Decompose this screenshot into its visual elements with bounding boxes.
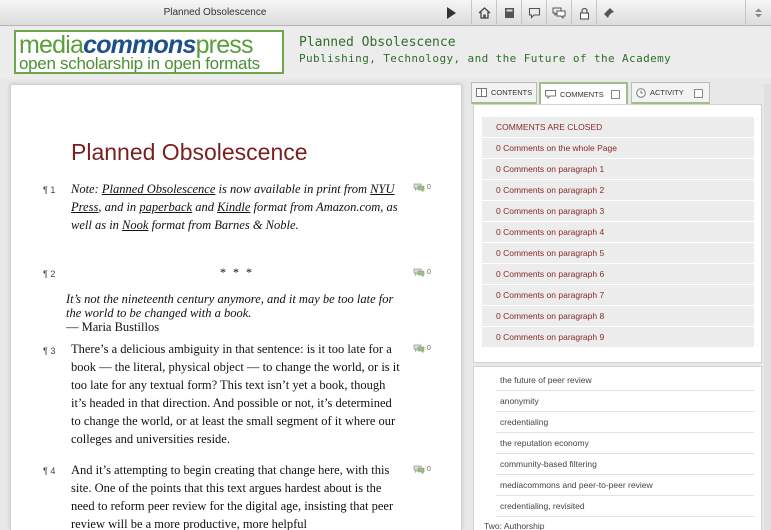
comments-closed-notice: COMMENTS ARE CLOSED [482,117,754,138]
list-item[interactable]: credentialing [496,412,754,433]
tab-toggle-box[interactable] [611,90,620,99]
logo-tagline: open scholarship in open formats [19,54,260,73]
link-paperback[interactable]: paperback [139,200,193,214]
list-item[interactable]: 0 Comments on paragraph 8 [482,306,754,327]
mediacommons-logo[interactable] [14,30,284,74]
list-item[interactable]: 0 Comments on paragraph 1 [482,159,754,180]
quote-text: It’s not the nineteenth century anymore, and it may be too late for the world to be changed with a book. [66,292,394,320]
comments-panel [473,104,762,363]
list-item[interactable]: 0 Comments on paragraph 9 [482,327,754,348]
play-icon[interactable] [440,0,462,26]
paragraph-4-text: And it’s attempting to begin creating that change here, with this site. One of the points that this text argues hardest about is the need to reform peer review for the digital age, insisting that peer review will be a more productive, more helpful [71,463,394,530]
comment-count: 0 [427,269,431,276]
logo-media: media [19,31,84,59]
comment-bubble-icon [413,183,425,192]
paragraph-comment-count[interactable] [413,344,431,353]
list-item[interactable]: the reputation economy [496,433,754,454]
paragraph-comment-count[interactable] [413,183,431,192]
top-toolbar [0,0,771,26]
site-title[interactable]: Planned Obsolescence [299,35,456,50]
paragraph-comment-count[interactable] [413,465,431,474]
tab-comments[interactable] [539,82,628,105]
paragraph-1-text [71,180,401,234]
logo-press: press [195,31,253,59]
tab-label: COMMENTS [560,90,604,99]
list-item[interactable]: the future of peer review [496,370,754,391]
paragraph-number[interactable]: ¶ 1 [43,185,56,195]
comments-icon[interactable] [546,0,571,26]
chevron-updown-icon[interactable] [745,0,771,26]
contents-panel [473,366,762,530]
comment-bubble-icon [413,465,425,474]
list-item[interactable]: 0 Comments on paragraph 4 [482,222,754,243]
tab-label: ACTIVITY [650,88,684,97]
site-subtitle: Publishing, Technology, and the Future of the Academy [299,52,672,65]
book-icon [476,88,487,97]
epigraph-quote [66,292,406,334]
text-span: , and in [98,200,140,214]
list-item[interactable]: anonymity [496,391,754,412]
comment-count: 0 [427,345,431,352]
contents-list [496,370,754,517]
paragraph-number[interactable]: ¶ 2 [43,269,56,279]
list-item[interactable]: 0 Comments on the whole Page [482,138,754,159]
tab-label: CONTENTS [491,88,533,97]
tab-contents[interactable] [471,82,537,104]
comment-count: 0 [427,466,431,473]
comments-list [482,117,754,348]
link-nook[interactable]: Nook [122,218,149,232]
logo-commons: commons [83,31,196,59]
text-span: format from Barnes & Noble. [148,218,299,232]
tab-toggle-box[interactable] [694,89,703,98]
pin-icon[interactable] [596,0,621,26]
paragraph-number[interactable]: ¶ 3 [43,346,56,356]
section-break: * * * [220,265,254,279]
clock-icon [636,88,646,98]
home-icon[interactable] [471,0,496,26]
comment-icon [545,90,556,99]
link-planned-obsolescence[interactable]: Planned Obsolescence [101,182,216,196]
toolbar-title: Planned Obsolescence [163,7,267,18]
page-title: Planned Obsolescence [71,139,308,165]
text-span: format from Amazon.com, as well as in [71,200,398,232]
site-header [0,27,771,79]
text-span: and [192,200,218,214]
list-item[interactable]: community-based filtering [496,454,754,475]
comment-icon[interactable] [521,0,546,26]
link-nyu-press[interactable]: NYU Press [71,182,395,214]
book-icon[interactable] [496,0,521,26]
tab-activity[interactable] [631,82,710,104]
lock-icon[interactable] [571,0,596,26]
quote-author: — Maria Bustillos [66,320,160,334]
list-item[interactable]: 0 Comments on paragraph 3 [482,201,754,222]
list-item[interactable]: 0 Comments on paragraph 6 [482,264,754,285]
comment-count: 0 [427,184,431,191]
list-item[interactable]: mediacommons and peer-to-peer review [496,475,754,496]
list-item[interactable]: 0 Comments on paragraph 2 [482,180,754,201]
list-item[interactable]: 0 Comments on paragraph 5 [482,243,754,264]
text-span: is now available in print from [215,182,371,196]
comment-bubble-icon [413,344,425,353]
paragraph-number[interactable]: ¶ 4 [43,466,56,476]
main-text-panel [10,84,462,530]
list-item[interactable]: Two: Authorship [484,521,545,530]
note-label: Note: [71,182,102,196]
paragraph-3-text: There’s a delicious ambiguity in that sentence: is it too late for a book — the literal, physical object — to change the world, or is it too late for any textual form? This text isn’t yet a book, though it’s headed in that direction. And possible or not, it’s determined to change the world, or at least the small segment of it where our colleges and universities reside. [71,342,400,446]
link-kindle[interactable]: Kindle [217,200,251,214]
window-scrollbar[interactable] [764,84,771,530]
list-item[interactable]: 0 Comments on paragraph 7 [482,285,754,306]
list-item[interactable]: credentialing, revisited [496,496,754,517]
